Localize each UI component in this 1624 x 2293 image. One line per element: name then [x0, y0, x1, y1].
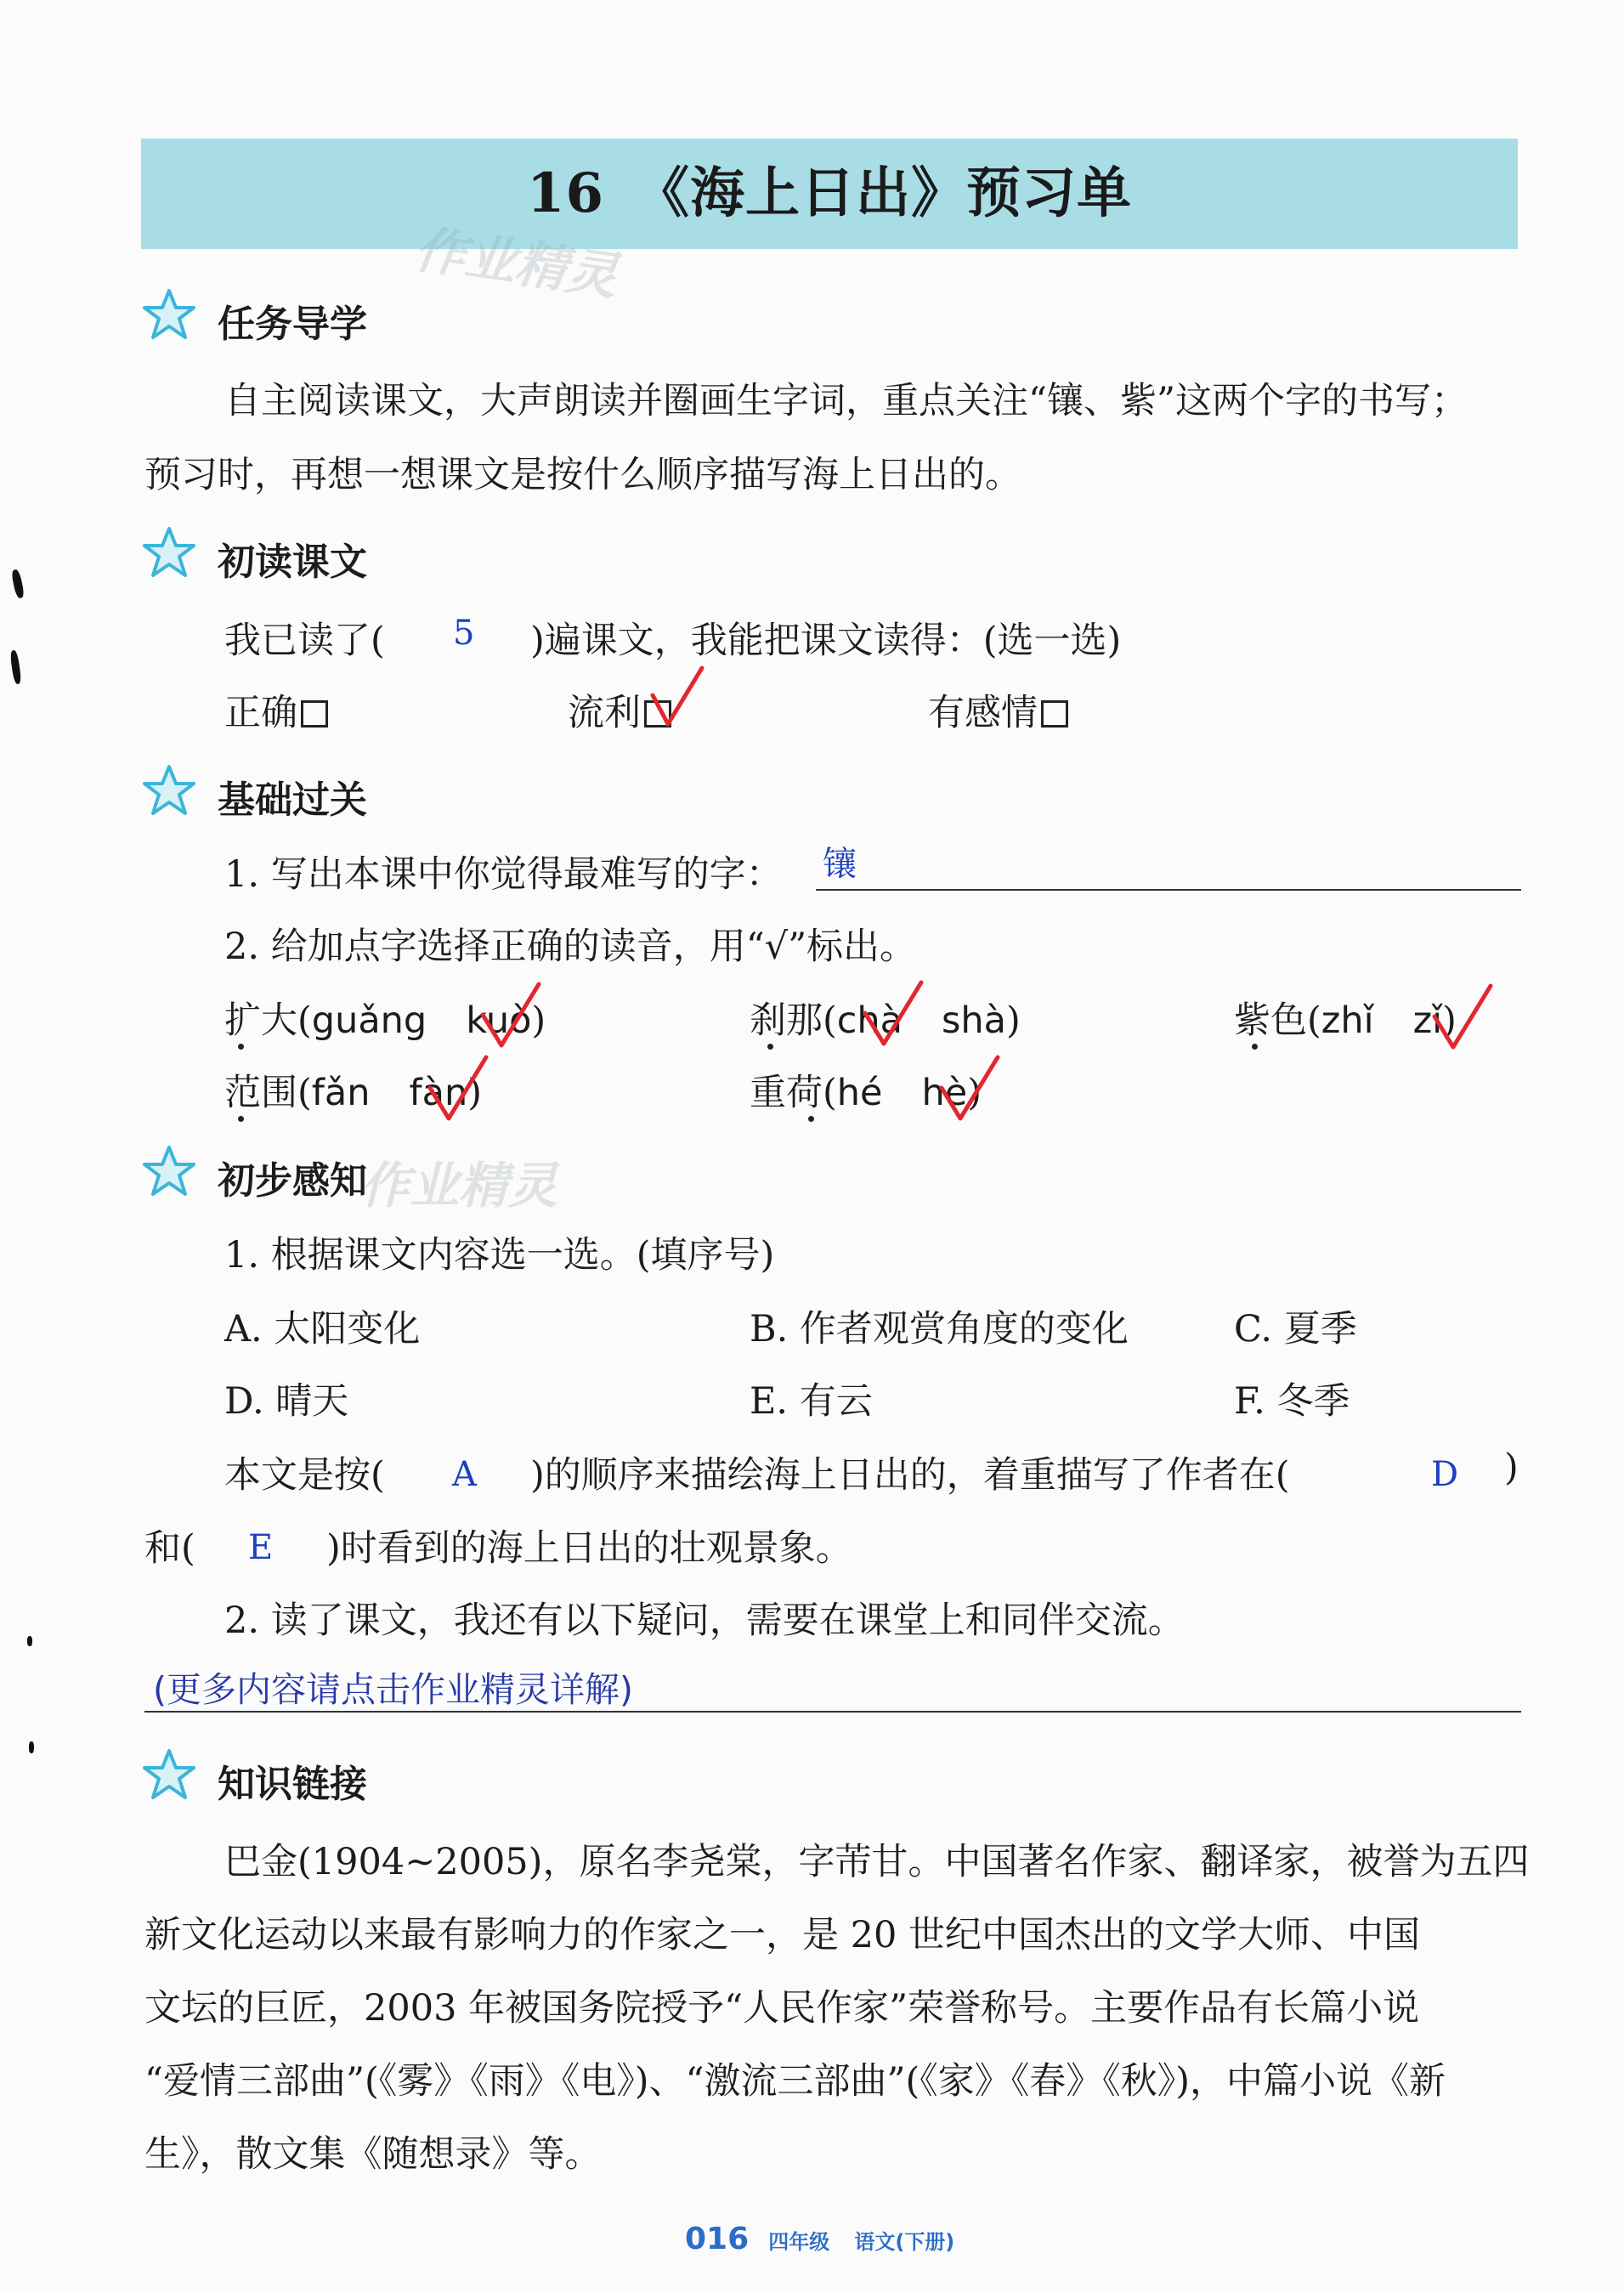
knowledge-line-1: 巴金(1904~2005)，原名李尧棠，字芾甘。中国著名作家、翻译家，被誉为五四 [224, 1841, 1530, 1883]
scan-mark [27, 1636, 32, 1646]
fill-text-2: )的顺序来描绘海上日出的，着重描写了作者在( [530, 1454, 1290, 1497]
pinyin-item-zise: 紫色(zhǐ zǐ) [1234, 999, 1457, 1042]
pinyin-item-kuoda: 扩大(guǎng kuò) [224, 999, 546, 1042]
star-icon [141, 287, 197, 342]
scan-mark [11, 569, 25, 598]
checkmark-icon [476, 977, 544, 1054]
lesson-title: 《海上日出》预习单 [635, 162, 1133, 225]
subject-label: 语文 [854, 2230, 896, 2254]
choice-b: B. 作者观赏角度的变化 [750, 1308, 1129, 1350]
emphasis-dot [238, 1116, 244, 1122]
emphasis-dot [1252, 1044, 1258, 1050]
choice-d: D. 晴天 [224, 1380, 349, 1423]
question-doubts: 2. 读了课文，我还有以下疑问，需要在课堂上和同伴交流。 [224, 1599, 1185, 1642]
checkmark-icon [1428, 979, 1496, 1056]
watermark: 作业精灵 [410, 219, 622, 308]
fill-text-1: 本文是按( [224, 1454, 385, 1497]
page-number: 016 [685, 2222, 750, 2256]
scan-mark [29, 1741, 34, 1753]
choice-a: A. 太阳变化 [224, 1308, 421, 1350]
checkmark-icon [648, 663, 707, 731]
answer-line [144, 1711, 1521, 1713]
knowledge-line-5: 生》，散文集《随想录》等。 [144, 2133, 602, 2176]
fill-text-3: ) [1504, 1447, 1519, 1489]
option-expressive[interactable]: 有感情 [928, 684, 1068, 736]
star-icon [141, 1144, 197, 1198]
grade-label: 四年级 [768, 2230, 830, 2254]
read-count-answer: 5 [453, 614, 475, 653]
option-fluent[interactable]: 流利 [568, 684, 671, 736]
star-icon [141, 763, 197, 818]
fill-answer-1: A [452, 1455, 477, 1494]
task-text-line2: 预习时，再想一想课文是按什么顺序描写海上日出的。 [144, 454, 1021, 496]
option-correct[interactable]: 正确 [224, 684, 328, 736]
fill-answer-2: D [1431, 1455, 1459, 1494]
section-heading-first-read: 初读课文 [218, 541, 367, 584]
section-heading-knowledge: 知识链接 [218, 1763, 367, 1806]
star-icon [141, 525, 197, 580]
choice-c: C. 夏季 [1234, 1308, 1357, 1350]
knowledge-line-2: 新文化运动以来最有影响力的作家之一，是 20 世纪中国杰出的文学大师、中国 [144, 1914, 1421, 1956]
pinyin-item-zhonghe: 重荷(hé hè) [750, 1072, 982, 1114]
page-footer [685, 2222, 954, 2256]
pinyin-item-fanwei: 范围(fǎn fàn) [224, 1072, 483, 1114]
checkbox[interactable] [301, 700, 328, 728]
choice-e: E. 有云 [750, 1380, 873, 1423]
section-heading-task: 任务导学 [218, 303, 367, 346]
choice-f: F. 冬季 [1234, 1380, 1350, 1423]
star-icon [141, 1747, 197, 1802]
section-heading-basics: 基础过关 [218, 778, 367, 822]
question-pinyin: 2. 给加点字选择正确的读音，用“√”标出。 [224, 926, 917, 968]
checkbox[interactable] [1041, 700, 1068, 728]
more-content-link[interactable]: (更多内容请点击作业精灵详解) [153, 1669, 633, 1710]
checkmark-icon [423, 1050, 491, 1127]
checkmark-icon [858, 976, 926, 1052]
lesson-number: 16 [526, 161, 605, 225]
emphasis-dot [238, 1044, 244, 1050]
knowledge-line-3: 文坛的巨匠，2003 年被国务院授予“人民作家”荣誉称号。主要作品有长篇小说 [144, 1987, 1420, 2030]
read-count-prefix: 我已读了( [224, 620, 385, 662]
watermark: 作业精灵 [360, 1157, 558, 1214]
checkmark-icon [935, 1050, 1003, 1127]
pinyin-item-chana: 刹那(chà shà) [750, 999, 1021, 1042]
emphasis-dot [767, 1044, 773, 1050]
answer-line [816, 889, 1521, 891]
question-choose: 1. 根据课文内容选一选。(填序号) [224, 1234, 775, 1277]
task-text-line1: 自主阅读课文，大声朗读并圈画生字词，重点关注“镶、紫”这两个字的书写； [224, 380, 1468, 422]
page-title [141, 139, 1518, 249]
volume-label: (下册) [895, 2230, 955, 2254]
question-hardest-char: 1. 写出本课中你觉得最难写的字： [224, 853, 783, 896]
fill-text-5: )时看到的海上日出的壮观景象。 [326, 1527, 852, 1570]
knowledge-line-4: “爱情三部曲”(《雾》《雨》《电》)、“激流三部曲”(《家》《春》《秋》)，中篇小说《新 [144, 2060, 1446, 2103]
fill-text-4: 和( [144, 1527, 195, 1570]
fill-answer-3: E [248, 1528, 274, 1567]
hardest-char-answer: 镶 [823, 845, 857, 884]
read-count-suffix: )遍课文，我能把课文读得：(选一选) [530, 620, 1122, 662]
emphasis-dot [808, 1116, 814, 1122]
section-heading-perception: 初步感知 [218, 1159, 367, 1203]
scan-mark [9, 650, 21, 685]
